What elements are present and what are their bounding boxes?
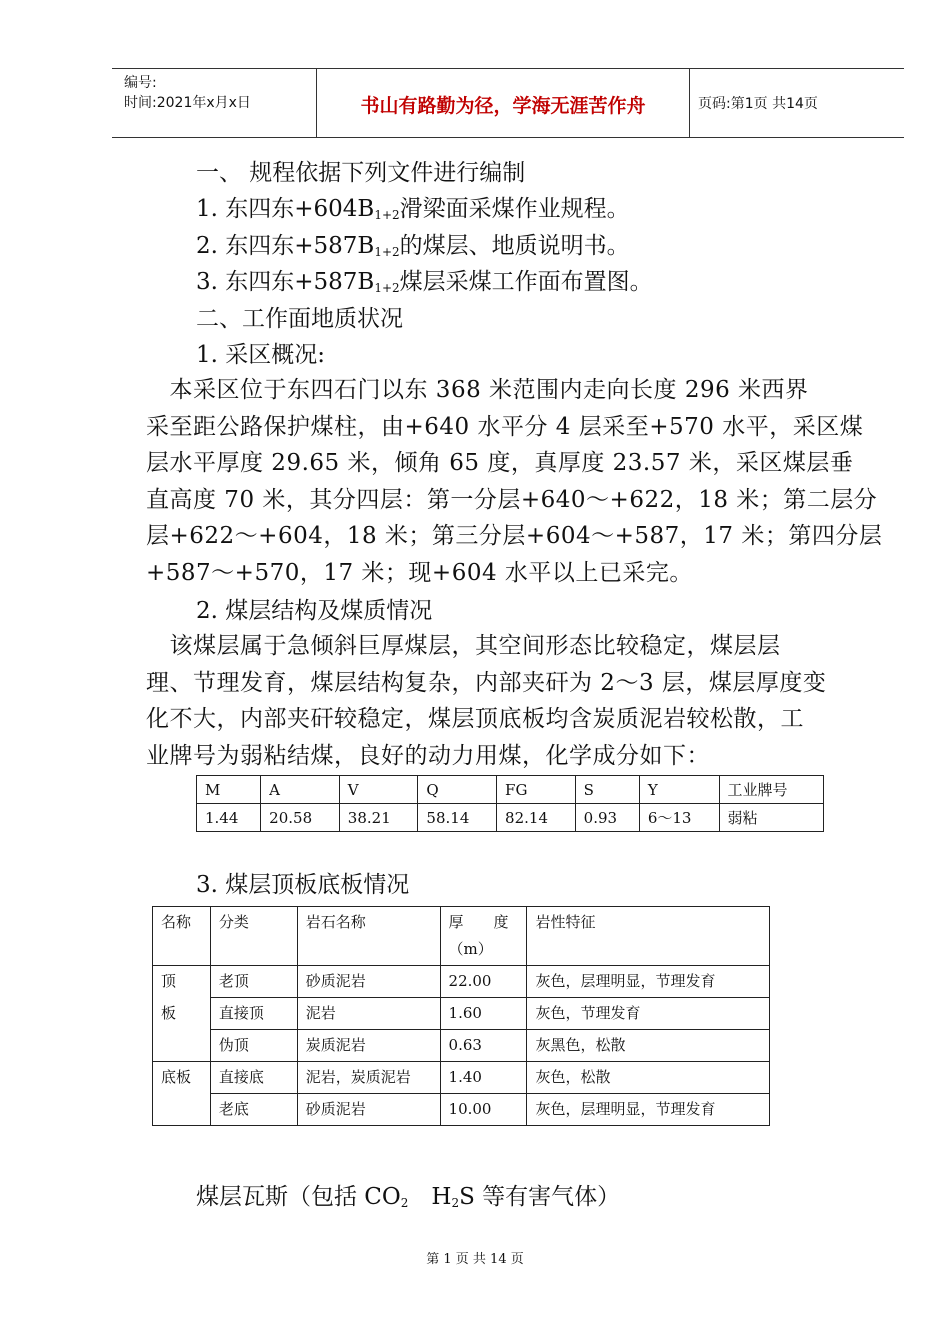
paragraph-line: 化不大，内部夹矸较稳定，煤层顶底板均含炭质泥岩较松散，工	[146, 706, 804, 732]
table-row	[153, 998, 770, 1030]
table-cell: 灰色，松散	[527, 1062, 770, 1094]
table-cell: 灰黑色，松散	[527, 1030, 770, 1062]
roof-floor-table	[152, 906, 770, 1126]
table-row	[153, 966, 770, 998]
table-cell: 直接底	[210, 1062, 297, 1094]
roof-label-empty	[153, 1030, 211, 1062]
item-text: 3. 东四东+587B	[196, 269, 375, 295]
paragraph-line: 采至距公路保护煤柱，由+640 水平分 4 层采至+570 水平，采区煤	[146, 413, 864, 440]
paragraph-line: 层水平厚度 29.65 米，倾角 65 度，真厚度 23.57 米，采区煤层垂	[146, 450, 854, 476]
table-row	[197, 804, 824, 832]
item-subscript: 1+2	[374, 208, 400, 222]
table-cell: 22.00	[440, 966, 527, 998]
item-text: 滑梁面采煤作业规程。	[399, 196, 630, 222]
section1-title: 一、 规程依据下列文件进行编制	[196, 160, 526, 186]
paragraph-line: 层+622～+604，18 米；第三分层+604～+587，17 米；第四分层	[146, 523, 883, 549]
table-header-cell: 岩石名称	[297, 907, 440, 966]
table-cell: 0.63	[440, 1030, 527, 1062]
table-cell: 炭质泥岩	[297, 1030, 440, 1062]
page-label: 页码:第1页 共14页	[698, 96, 818, 112]
table-header-cell: S	[575, 776, 639, 804]
table-cell: 82.14	[497, 804, 576, 832]
table-row	[153, 1062, 770, 1094]
section1-item-3	[196, 267, 653, 303]
table-header-cell: 分类	[210, 907, 297, 966]
gas-text: S 等有害气体）	[459, 1184, 621, 1210]
paragraph-line: +587～+570，17 米；现+604 水平以上已采完。	[146, 559, 693, 586]
table-cell: 38.21	[339, 804, 418, 832]
gas-text: H	[408, 1184, 452, 1210]
paragraph-line: 该煤层属于急倾斜巨厚煤层，其空间形态比较稳定，煤层层	[146, 633, 781, 659]
table-header-cell: V	[339, 776, 418, 804]
item-text: 煤层采煤工作面布置图。	[399, 269, 653, 295]
floor-label: 底板	[153, 1062, 211, 1094]
gas-subscript: 2	[400, 1196, 409, 1210]
gas-text: 煤层瓦斯（包括 CO	[196, 1184, 401, 1210]
table-cell: 灰色，层理明显，节理发育	[527, 1094, 770, 1126]
section1-item-1	[196, 194, 630, 230]
sub1-paragraph	[146, 372, 883, 591]
table-cell: 10.00	[440, 1094, 527, 1126]
header-divider	[689, 69, 690, 137]
table-row	[197, 776, 824, 804]
gas-subscript: 2	[451, 1196, 460, 1210]
table-cell: 伪顶	[210, 1030, 297, 1062]
table-cell: 砂质泥岩	[297, 966, 440, 998]
table-header-cell: 工业牌号	[719, 776, 824, 804]
table-row	[153, 907, 770, 966]
sub3-title: 3. 煤层顶板底板情况	[196, 872, 410, 898]
table-header-cell: Q	[418, 776, 497, 804]
table-cell: 弱粘	[719, 804, 824, 832]
table-cell: 泥岩，炭质泥岩	[297, 1062, 440, 1094]
paragraph-line: 理、节理发育，煤层结构复杂，内部夹矸为 2～3 层，煤层厚度变	[146, 669, 827, 696]
roof-label: 板	[153, 998, 211, 1030]
table-cell: 老顶	[210, 966, 297, 998]
table-header-cell: Y	[639, 776, 719, 804]
item-text: 1. 东四东+604B	[196, 196, 375, 222]
table-cell: 灰色，节理发育	[527, 998, 770, 1030]
table-cell: 58.14	[418, 804, 497, 832]
paragraph-line: 本采区位于东四石门以东 368 米范围内走向长度 296 米西界	[146, 377, 809, 403]
section2-title: 二、工作面地质状况	[196, 306, 403, 332]
table-header-cell: 厚 度（m）	[440, 907, 527, 966]
section1-item-2	[196, 231, 630, 267]
table-header-cell: A	[261, 776, 340, 804]
table-row	[153, 1094, 770, 1126]
item-subscript: 1+2	[374, 281, 400, 295]
page-header	[112, 68, 904, 138]
table-cell: 0.93	[575, 804, 639, 832]
table-row	[153, 1030, 770, 1062]
header-motto: 书山有路勤为径，学海无涯苦作舟	[360, 95, 646, 117]
paragraph-line: 业牌号为弱粘结煤，良好的动力用煤，化学成分如下：	[146, 742, 710, 769]
table-cell: 6～13	[639, 804, 719, 832]
table-cell: 砂质泥岩	[297, 1094, 440, 1126]
table-cell: 1.60	[440, 998, 527, 1030]
table-cell: 1.44	[197, 804, 261, 832]
table-cell: 老底	[210, 1094, 297, 1126]
page-footer: 第 1 页 共 14 页	[426, 1252, 524, 1267]
floor-label-empty	[153, 1094, 211, 1126]
roof-label: 顶	[153, 966, 211, 998]
item-subscript: 1+2	[374, 245, 400, 259]
table-cell: 20.58	[261, 804, 340, 832]
sub1-title: 1. 采区概况:	[196, 342, 326, 368]
item-text: 的煤层、地质说明书。	[399, 233, 630, 259]
time-label: 时间:2021年x月x日	[124, 95, 251, 111]
code-label: 编号:	[124, 75, 157, 91]
table-cell: 泥岩	[297, 998, 440, 1030]
table-header-cell: 岩性特征	[527, 907, 770, 966]
sub2-paragraph	[146, 628, 876, 774]
item-text: 2. 东四东+587B	[196, 233, 375, 259]
table-header-cell: FG	[497, 776, 576, 804]
sub2-title: 2. 煤层结构及煤质情况	[196, 598, 433, 624]
chem-composition-table	[196, 775, 824, 832]
table-cell: 直接顶	[210, 998, 297, 1030]
table-cell: 1.40	[440, 1062, 527, 1094]
gas-heading	[196, 1182, 620, 1218]
table-header-cell: M	[197, 776, 261, 804]
table-header-cell: 名称	[153, 907, 211, 966]
header-meta	[124, 73, 251, 113]
table-cell: 灰色，层理明显，节理发育	[527, 966, 770, 998]
paragraph-line: 直高度 70 米，其分四层：第一分层+640～+622，18 米；第二层分	[146, 486, 878, 513]
